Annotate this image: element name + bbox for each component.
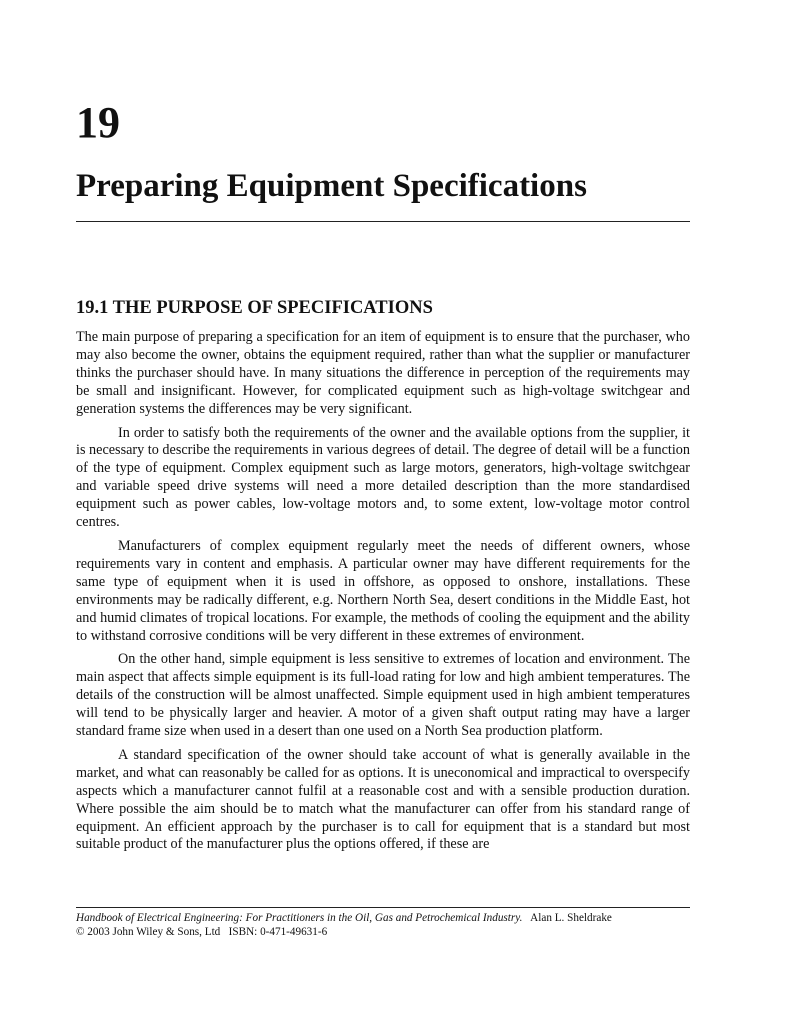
section-body [76,329,690,860]
section-heading: 19.1 THE PURPOSE OF SPECIFICATIONS [76,298,433,318]
footer-divider [76,907,690,908]
paragraph: In order to satisfy both the requirements of the owner and the available options from the supplier, it is necessary to describe the requirements in various degrees of detail. The degree of detail will be a function of the type of equipment. Complex equipment such as large motors, generators, high-voltage switchgear and variable speed drive systems will need a more detailed description than the more standardised equipment such as power cables, low-voltage motors and, to some extent, low-voltage motor control centres. [76,424,690,531]
paragraph: The main purpose of preparing a specification for an item of equipment is to ensure that the purchaser, who may also become the owner, obtains the equipment required, rather than what the supplier or manufacturer thinks the purchaser should have. In many situations the difference in perception of the requirements may be small and insignificant. However, for complicated equipment such as high-voltage switchgear and generation systems the differences may be very significant. [76,329,690,417]
footer-book-title: Handbook of Electrical Engineering: For Practitioners in the Oil, Gas and Petrochemical Industry. [76,912,523,924]
footer-copyright: © 2003 John Wiley & Sons, Ltd [76,925,221,938]
footer-author: Alan L. Sheldrake [530,912,612,924]
paragraph: On the other hand, simple equipment is less sensitive to extremes of location and environment. The main aspect that affects simple equipment is its full-load rating for low and high ambient temperatures. The details of the construction will be almost unaffected. Simple equipment used in high ambient temperatures will tend to be physically larger and heavier. A motor of a given shaft output rating may have a larger standard frame size when used in a desert than one used on a North Sea production platform. [76,651,690,740]
title-divider [76,221,690,222]
paragraph: Manufacturers of complex equipment regularly meet the needs of different owners, whose requirements vary in content and emphasis. A particular owner may have different requirements for the same type of equipment when it is used in offshore, as opposed to onshore, installations. These environments may be radically different, e.g. Northern North Sea, desert conditions in the Middle East, hot and humid climates of tropical locations. For example, the methods of cooling the equipment and the ability to withstand corrosive conditions will be very different in these extremes of environment. [76,537,690,644]
page-footer [76,912,716,939]
chapter-title: Preparing Equipment Specifications [76,168,587,204]
footer-publication-line [76,926,716,940]
footer-isbn: ISBN: 0-471-49631-6 [228,925,328,938]
paragraph: A standard specification of the owner should take account of what is generally available in the market, and what can reasonably be called for as options. It is uneconomical and impractical to overspecify aspects which a manufacturer cannot fulfil at a reasonable cost and with a sensible production duration. Where possible the aim should be to match what the manufacturer can offer from his standard range of equipment. An efficient approach by the purchaser is to call for equipment that is a standard but most suitable product of the manufacturer plus the options offered, if these are [76,746,690,853]
chapter-number: 19 [76,98,120,147]
